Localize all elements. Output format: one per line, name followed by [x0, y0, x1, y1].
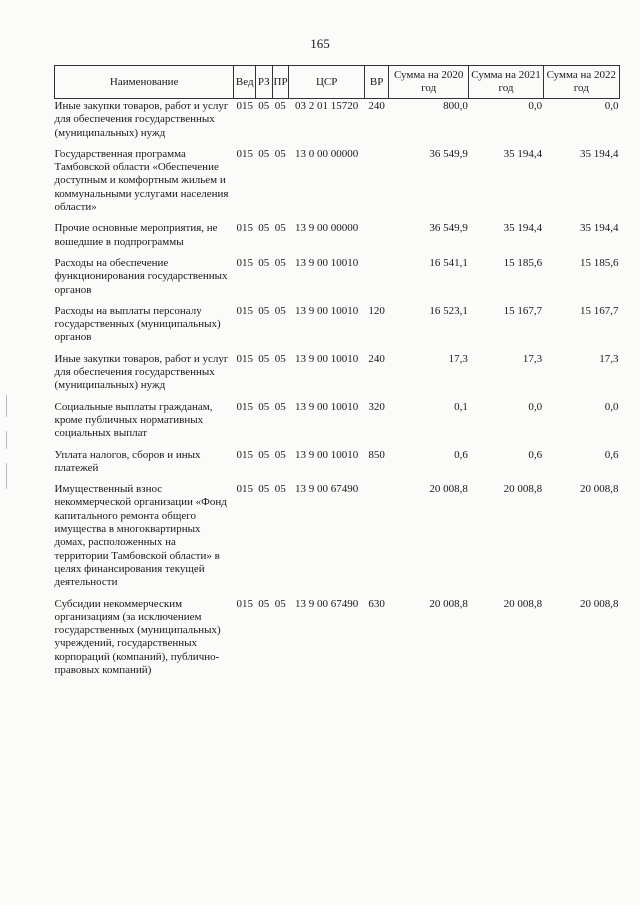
row-name: Иные закупки товаров, работ и услуг для обеспечения государственных (муниципальных) нужд: [54, 100, 229, 139]
row-name: Прочие основные мероприятия, не вошедшие в подпрограммы: [54, 222, 218, 248]
row-pr: 05: [274, 256, 286, 269]
row-sum-2021: 0,0: [528, 400, 543, 413]
row-sum-2022: 15 167,7: [580, 304, 619, 317]
row-sum-2021: 15 185,6: [503, 256, 543, 269]
row-sum-2021: 0,6: [528, 448, 543, 461]
row-pr: 05: [274, 100, 286, 112]
budget-table: [54, 65, 620, 685]
row-vr: [365, 148, 389, 222]
row-ved: 015: [236, 597, 253, 610]
row-sum-2021: 35 194,4: [503, 222, 543, 235]
row-name: Иные закупки товаров, работ и услуг для обеспечения государственных (муниципальных) нужд: [54, 352, 229, 392]
row-rz: 05: [258, 352, 270, 365]
row-sum-2020: 16 523,1: [429, 304, 468, 317]
row-pr: 05: [274, 597, 286, 610]
row-sum-2022: 0,0: [604, 400, 619, 413]
row-ved: 015: [236, 483, 253, 496]
row-name: Уплата налогов, сборов и иных платежей: [54, 448, 201, 474]
row-name: Расходы на обеспечение функционирования государственных органов: [54, 256, 228, 296]
row-sum-2022: 0,0: [604, 100, 619, 112]
row-rz: 05: [258, 483, 270, 496]
row-vr: [365, 222, 389, 257]
row-vr: [365, 257, 389, 305]
row-name: Имущественный взнос некоммерческой организации «Фонд капитального ремонта общего имущества в многоквартирных домах, расположенных на территории Тамбовской области» в целях финансирования текущей деятельности: [54, 483, 227, 589]
scan-margin-marks: [6, 395, 8, 535]
row-sum-2021: 0,0: [528, 100, 543, 112]
row-sum-2021: 35 194,4: [503, 147, 543, 160]
row-sum-2022: 20 008,8: [580, 597, 619, 610]
row-sum-2020: 0,1: [454, 400, 468, 413]
row-rz: 05: [258, 222, 270, 235]
header-sum-2021: Сумма на 2021 год: [469, 66, 543, 99]
header-name: Наименование: [55, 66, 234, 99]
row-ved: 015: [236, 448, 253, 461]
row-sum-2020: 17,3: [448, 352, 468, 365]
row-rz: 05: [258, 256, 270, 269]
row-sum-2020: 800,0: [443, 100, 468, 112]
header-csr: ЦСР: [289, 66, 365, 99]
row-pr: 05: [274, 147, 286, 160]
row-rz: 05: [258, 304, 270, 317]
row-pr: 05: [274, 448, 286, 461]
table-row: [55, 148, 620, 222]
row-name: Государственная программа Тамбовской области «Обеспечение доступным и комфортным жильем и коммунальными услугами населения области»: [54, 147, 229, 214]
table-row: [55, 483, 620, 597]
row-sum-2021: 20 008,8: [503, 483, 543, 496]
row-csr: 03 2 01 15720: [295, 100, 359, 112]
row-sum-2022: 35 194,4: [580, 222, 619, 235]
row-sum-2021: 17,3: [522, 352, 543, 365]
row-pr: 05: [274, 222, 286, 235]
row-ved: 015: [236, 222, 253, 235]
row-ved: 015: [236, 256, 253, 269]
row-sum-2021: 15 167,7: [503, 304, 543, 317]
table-row: [55, 401, 620, 449]
row-ved: 015: [236, 147, 253, 160]
row-sum-2021: 20 008,8: [503, 597, 543, 610]
page-number: 165: [310, 36, 330, 51]
row-csr: 13 9 00 10010: [295, 256, 359, 269]
table-row: [55, 598, 620, 686]
row-sum-2022: 17,3: [599, 352, 619, 365]
row-csr: 13 9 00 00000: [295, 222, 359, 235]
row-vr: 240: [368, 352, 385, 365]
row-pr: 05: [274, 483, 286, 496]
table-row: [55, 305, 620, 353]
row-sum-2020: 36 549,9: [429, 147, 468, 160]
header-pr: ПР: [272, 66, 288, 99]
row-csr: 13 9 00 67490: [295, 597, 359, 610]
row-csr: 13 9 00 10010: [295, 448, 359, 461]
table-row: [55, 449, 620, 484]
row-csr: 13 9 00 67490: [295, 483, 359, 496]
table-row: [55, 257, 620, 305]
row-csr: 13 0 00 00000: [295, 147, 359, 160]
row-csr: 13 9 00 10010: [295, 304, 359, 317]
row-sum-2022: 35 194,4: [580, 147, 619, 160]
row-name: Социальные выплаты гражданам, кроме публичных нормативных социальных выплат: [54, 400, 213, 440]
row-sum-2022: 20 008,8: [580, 483, 619, 496]
row-vr: 850: [368, 448, 385, 461]
row-ved: 015: [236, 100, 253, 112]
row-rz: 05: [258, 400, 270, 413]
row-sum-2020: 0,6: [454, 448, 468, 461]
row-ved: 015: [236, 304, 253, 317]
header-vr: ВР: [365, 66, 389, 99]
row-rz: 05: [258, 100, 270, 112]
row-name: Субсидии некоммерческим организациям (за исключением государственных (муниципальных) учреждений, государственных корпораций (компаний), публично-правовых компаний): [54, 597, 221, 676]
header-sum-2020: Сумма на 2020 год: [388, 66, 468, 99]
row-vr: 630: [368, 597, 385, 610]
row-ved: 015: [236, 352, 253, 365]
row-sum-2022: 15 185,6: [580, 256, 619, 269]
row-rz: 05: [258, 597, 270, 610]
row-pr: 05: [274, 352, 286, 365]
header-ved: Вед: [234, 66, 256, 99]
row-rz: 05: [258, 448, 270, 461]
table-header-row: [55, 66, 620, 99]
row-ved: 015: [236, 400, 253, 413]
row-pr: 05: [274, 304, 286, 317]
row-pr: 05: [274, 400, 286, 413]
row-csr: 13 9 00 10010: [295, 400, 359, 413]
row-vr: 240: [368, 100, 385, 112]
row-sum-2020: 20 008,8: [429, 597, 468, 610]
row-sum-2020: 36 549,9: [429, 222, 468, 235]
row-vr: 120: [368, 304, 385, 317]
row-sum-2020: 20 008,8: [429, 483, 468, 496]
row-vr: 320: [368, 400, 385, 413]
row-name: Расходы на выплаты персоналу государственных (муниципальных) органов: [54, 304, 221, 344]
row-csr: 13 9 00 10010: [295, 352, 359, 365]
table-row: [55, 222, 620, 257]
table-row: [55, 353, 620, 401]
table-row: [55, 99, 620, 148]
row-sum-2022: 0,6: [604, 448, 619, 461]
row-sum-2020: 16 541,1: [429, 256, 468, 269]
header-sum-2022: Сумма на 2022 год: [543, 66, 619, 99]
row-vr: [365, 483, 389, 597]
row-rz: 05: [258, 147, 270, 160]
header-rz: РЗ: [256, 66, 272, 99]
